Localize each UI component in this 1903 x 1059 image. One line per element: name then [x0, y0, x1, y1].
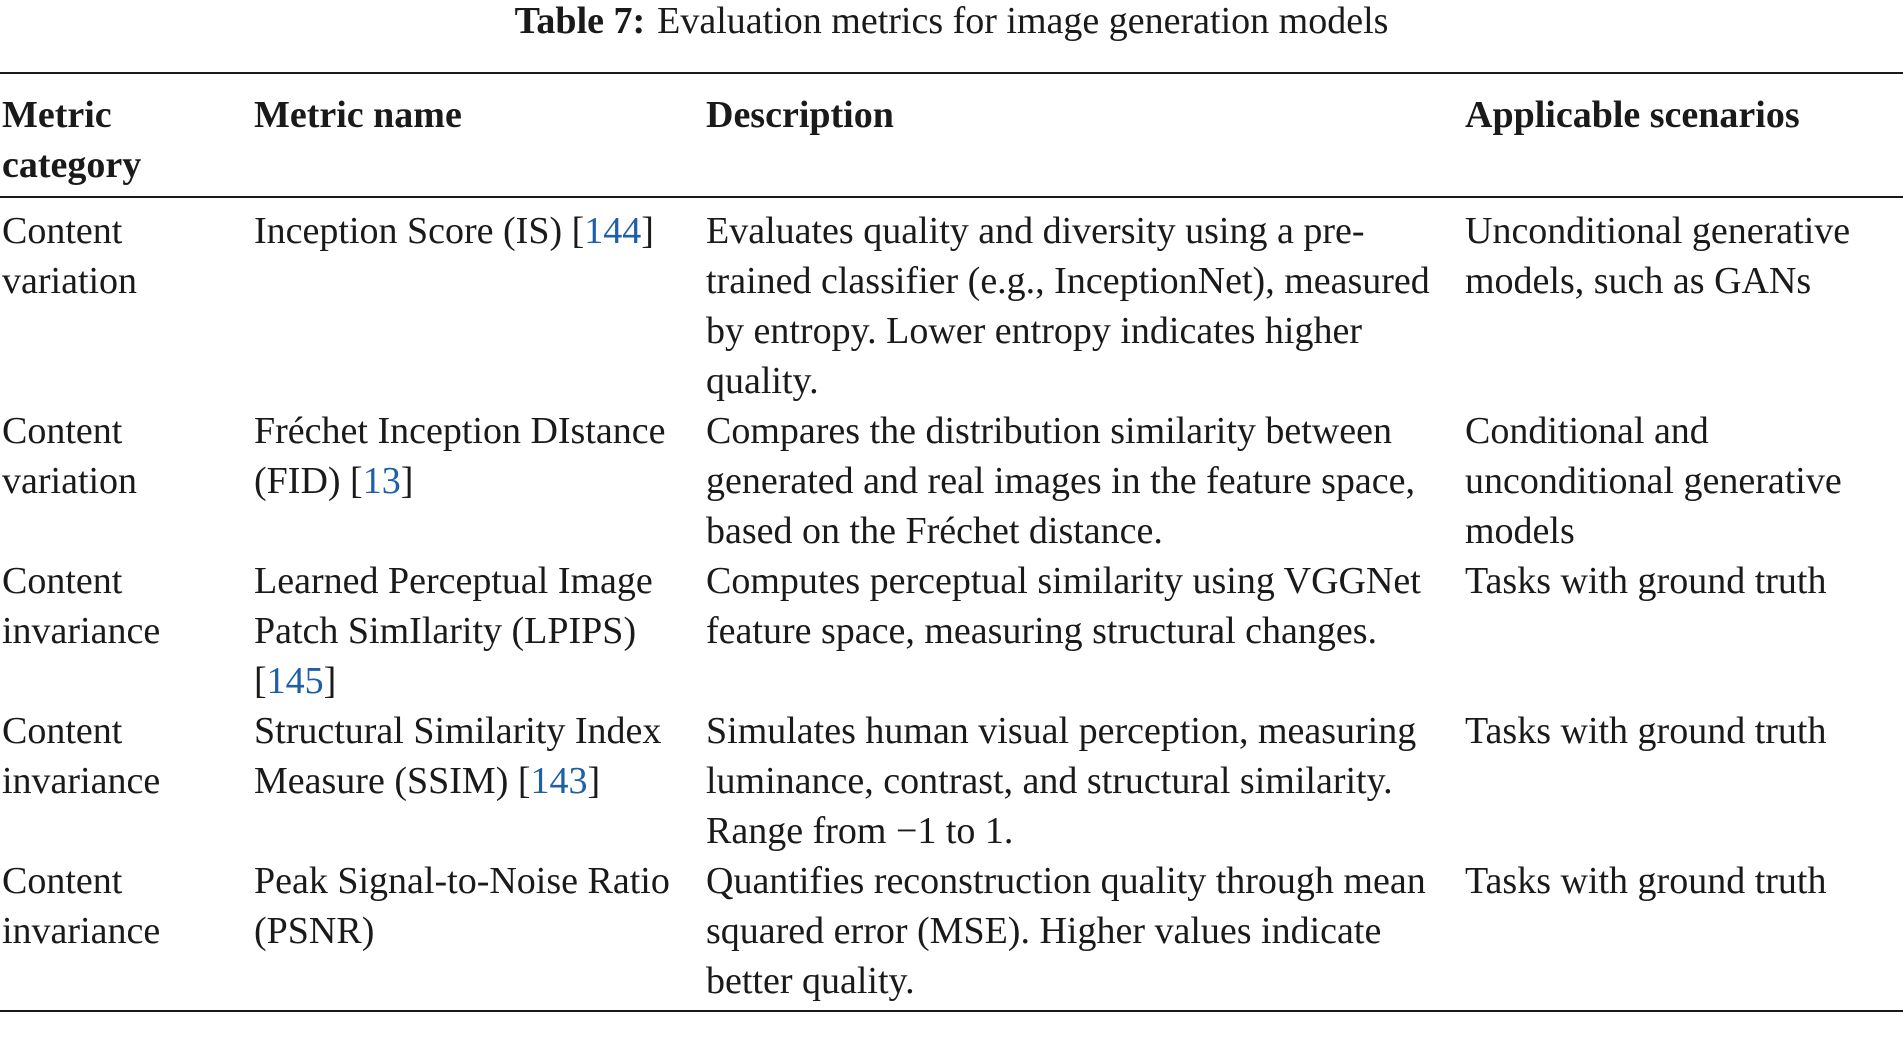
metric-name-text: Learned Perceptual Image Patch SimIlarity (LPIPS) — [254, 560, 653, 652]
cell-metric-category: Content variation — [2, 210, 138, 302]
cell-description: Computes perceptual similarity using VGGNet feature space, measuring structural changes. — [706, 560, 1421, 652]
cell-applicable-scenarios: Tasks with ground truth — [1465, 560, 1827, 602]
metric-name-text: Structural Similarity Index Measure (SSIM) — [254, 710, 662, 802]
table-body — [0, 197, 1903, 1011]
cell-metric-name: Fréchet Inception DIstance (FID) [13] — [254, 410, 666, 502]
cell-metric-name — [252, 856, 704, 1011]
citation-link[interactable]: 145 — [266, 660, 324, 702]
table-header — [0, 73, 1903, 197]
table-row — [0, 406, 1903, 556]
cell-description: Simulates human visual perception, measuring luminance, contrast, and structural similarity. Range from −1 to 1. — [706, 710, 1417, 852]
metric-name-text: Inception Score (IS) — [254, 210, 563, 252]
metric-name-text: Fréchet Inception DIstance (FID) — [254, 410, 666, 502]
header-applicable-scenarios: Applicable scenarios — [1465, 94, 1800, 136]
metrics-table — [0, 72, 1903, 1012]
table-caption — [0, 0, 1903, 42]
table-row — [0, 706, 1903, 856]
cell-metric-category: Content invariance — [2, 560, 161, 652]
cell-applicable-scenarios: Unconditional generative models, such as GANs — [1465, 210, 1851, 302]
cell-metric-name: Structural Similarity Index Measure (SSIM) [143] — [254, 710, 662, 802]
table-row — [0, 197, 1903, 406]
citation-link[interactable]: 143 — [530, 760, 588, 802]
cell-applicable-scenarios: Tasks with ground truth — [1465, 860, 1827, 902]
header-metric-category: Metric category — [2, 94, 142, 186]
cell-applicable-scenarios: Tasks with ground truth — [1465, 710, 1827, 752]
header-row — [0, 73, 1903, 197]
cell-description: Compares the distribution similarity between generated and real images in the feature space, based on the Fréchet distance. — [706, 410, 1415, 552]
cell-description: Evaluates quality and diversity using a pre-trained classifier (e.g., InceptionNet), measured by entropy. Lower entropy indicates higher quality. — [706, 210, 1430, 402]
metric-name-text: Peak Signal-to-Noise Ratio (PSNR) — [254, 860, 670, 952]
table-caption-text: Evaluation metrics for image generation models — [657, 0, 1389, 42]
cell-metric-name: Inception Score (IS) [144] — [254, 210, 654, 252]
table-caption-label: Table 7: — [514, 0, 646, 42]
cell-metric-name: Learned Perceptual Image Patch SimIlarity (LPIPS) [145] — [254, 560, 653, 702]
cell-metric-category: Content invariance — [2, 710, 161, 802]
table-row — [0, 556, 1903, 706]
citation-link[interactable]: 144 — [584, 210, 642, 252]
cell-metric-category: Content variation — [2, 410, 138, 502]
citation-link[interactable]: 13 — [362, 460, 401, 502]
header-metric-name: Metric name — [254, 94, 462, 136]
table-row — [0, 856, 1903, 1011]
header-description: Description — [706, 94, 894, 136]
cell-description: Quantifies reconstruction quality through mean squared error (MSE). Higher values indicate better quality. — [706, 860, 1426, 1002]
cell-metric-category: Content invariance — [2, 860, 161, 952]
cell-applicable-scenarios: Conditional and unconditional generative models — [1465, 410, 1842, 552]
